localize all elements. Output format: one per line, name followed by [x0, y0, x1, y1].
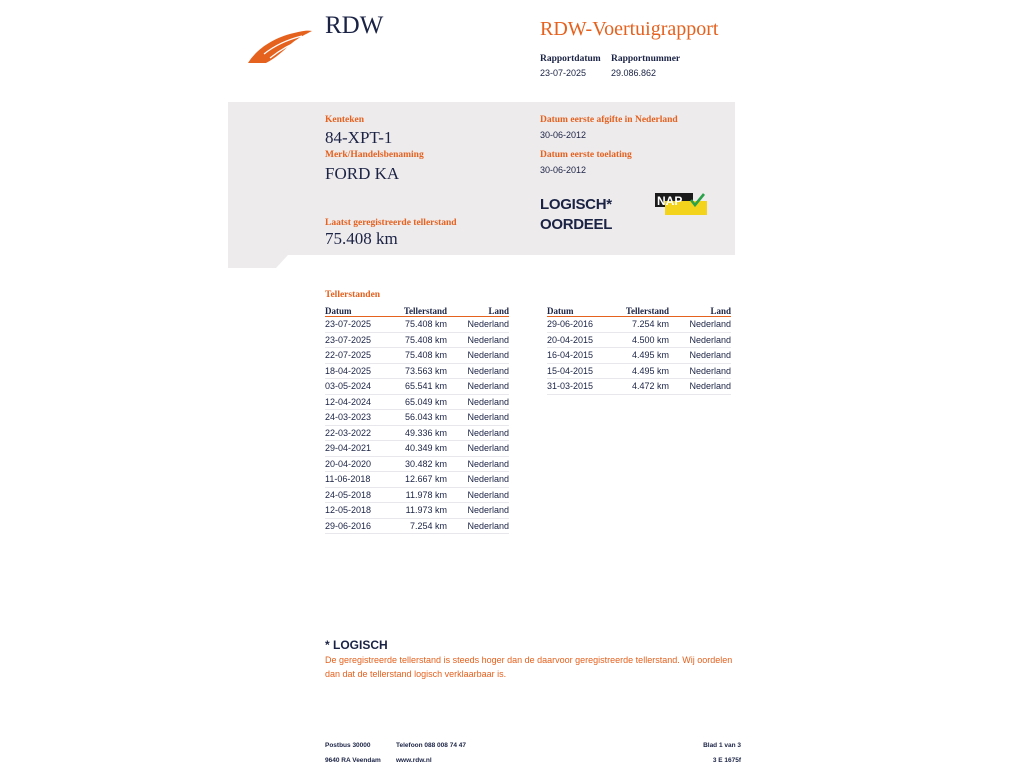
reading-date: 29-06-2016 [547, 317, 617, 333]
table-row [547, 317, 731, 333]
reading-country: Nederland [447, 518, 509, 534]
reading-odometer: 7.254 km [617, 317, 669, 333]
reading-date: 12-04-2024 [325, 394, 395, 410]
first-admission-date: 30-06-2012 [540, 165, 587, 175]
column-header-country: Land [447, 304, 509, 317]
brand-name: RDW [325, 12, 384, 39]
reading-country: Nederland [447, 487, 509, 503]
table-row [547, 363, 731, 379]
odometer-label: Laatst geregistreerde tellerstand [325, 218, 457, 228]
reading-country: Nederland [669, 379, 731, 395]
reading-date: 20-04-2015 [547, 332, 617, 348]
table-row [325, 425, 509, 441]
column-header-date: Datum [325, 304, 395, 317]
footnote-title: * LOGISCH [325, 638, 388, 652]
reading-date: 24-03-2023 [325, 410, 395, 426]
table-row [325, 379, 509, 395]
reading-country: Nederland [447, 379, 509, 395]
table-row [325, 394, 509, 410]
first-registration-nl-date: 30-06-2012 [540, 130, 587, 140]
report-date-label: Rapportdatum [540, 54, 601, 64]
rdw-logo-icon [246, 28, 314, 66]
reading-country: Nederland [447, 472, 509, 488]
table-row [325, 332, 509, 348]
column-header-date: Datum [547, 304, 617, 317]
report-date: 23-07-2025 [540, 68, 587, 78]
plate-label: Kenteken [325, 115, 365, 125]
reading-country: Nederland [447, 441, 509, 457]
reading-odometer: 4.500 km [617, 332, 669, 348]
reading-odometer: 4.472 km [617, 379, 669, 395]
table-row [325, 317, 509, 333]
footer-website: www.rdw.nl [396, 757, 432, 764]
reading-date: 31-03-2015 [547, 379, 617, 395]
reading-odometer: 75.408 km [395, 317, 447, 333]
reading-date: 24-05-2018 [325, 487, 395, 503]
table-header-row [547, 304, 731, 317]
reading-country: Nederland [447, 425, 509, 441]
reading-country: Nederland [447, 317, 509, 333]
reading-odometer: 65.541 km [395, 379, 447, 395]
plate-value: 84-XPT-1 [325, 128, 393, 147]
make-label: Merk/Handelsbenaming [325, 150, 424, 160]
reading-odometer: 49.336 km [395, 425, 447, 441]
reading-date: 11-06-2018 [325, 472, 395, 488]
reading-country: Nederland [447, 363, 509, 379]
reading-country: Nederland [447, 332, 509, 348]
column-header-country: Land [669, 304, 731, 317]
table-row [325, 472, 509, 488]
reading-date: 12-05-2018 [325, 503, 395, 519]
report-title: RDW-Voertuigrapport [540, 18, 719, 40]
reading-country: Nederland [447, 348, 509, 364]
table-row [325, 503, 509, 519]
make-value: FORD KA [325, 164, 400, 183]
footer-phone: Telefoon 088 008 74 47 [396, 742, 466, 749]
reading-country: Nederland [669, 317, 731, 333]
reading-date: 29-04-2021 [325, 441, 395, 457]
reading-date: 03-05-2024 [325, 379, 395, 395]
table-header-row [325, 304, 509, 317]
readings-table-right [547, 304, 731, 395]
reading-odometer: 4.495 km [617, 363, 669, 379]
reading-country: Nederland [447, 394, 509, 410]
table-row [325, 456, 509, 472]
footer-city: 9640 RA Veendam [325, 757, 381, 764]
readings-title: Tellerstanden [325, 290, 381, 300]
report-number: 29.086.862 [611, 68, 657, 78]
odometer-value: 75.408 km [325, 229, 398, 248]
reading-odometer: 75.408 km [395, 348, 447, 364]
reading-date: 23-07-2025 [325, 332, 395, 348]
reading-date: 16-04-2015 [547, 348, 617, 364]
table-row [547, 379, 731, 395]
reading-odometer: 11.978 km [395, 487, 447, 503]
reading-odometer: 56.043 km [395, 410, 447, 426]
reading-odometer: 11.973 km [395, 503, 447, 519]
reading-country: Nederland [447, 410, 509, 426]
column-header-odometer: Tellerstand [395, 304, 447, 317]
reading-odometer: 12.667 km [395, 472, 447, 488]
reading-odometer: 75.408 km [395, 332, 447, 348]
reading-date: 22-03-2022 [325, 425, 395, 441]
reading-country: Nederland [447, 456, 509, 472]
reading-country: Nederland [669, 332, 731, 348]
reading-date: 22-07-2025 [325, 348, 395, 364]
table-row [325, 441, 509, 457]
footer-postbus: Postbus 30000 [325, 742, 371, 749]
footnote-text: De geregistreerde tellerstand is steeds hoger dan de daarvoor geregistreerde tellerstand. Wij oordelen dan dat de tellerstand logisch verklaarbaar is. [325, 655, 733, 679]
reading-odometer: 73.563 km [395, 363, 447, 379]
table-row [325, 487, 509, 503]
first-admission-label: Datum eerste toelating [540, 150, 632, 160]
table-row [547, 332, 731, 348]
reading-odometer: 7.254 km [395, 518, 447, 534]
reading-odometer: 4.495 km [617, 348, 669, 364]
reading-date: 20-04-2020 [325, 456, 395, 472]
panel-background [228, 102, 735, 268]
table-row [547, 348, 731, 364]
table-row [325, 518, 509, 534]
report-number-label: Rapportnummer [611, 54, 681, 64]
reading-date: 18-04-2025 [325, 363, 395, 379]
column-header-odometer: Tellerstand [617, 304, 669, 317]
table-row [325, 410, 509, 426]
footer-page-number: Blad 1 van 3 [703, 742, 741, 749]
reading-odometer: 30.482 km [395, 456, 447, 472]
table-row [325, 363, 509, 379]
readings-table-left [325, 304, 509, 534]
reading-odometer: 40.349 km [395, 441, 447, 457]
verdict-text: LOGISCH* OORDEEL [540, 196, 613, 233]
reading-country: Nederland [447, 503, 509, 519]
reading-date: 15-04-2015 [547, 363, 617, 379]
reading-date: 29-06-2016 [325, 518, 395, 534]
table-row [325, 348, 509, 364]
first-registration-nl-label: Datum eerste afgifte in Nederland [540, 115, 678, 125]
reading-country: Nederland [669, 363, 731, 379]
nap-logo-text: NAP [657, 194, 683, 208]
nap-logo-icon [655, 193, 707, 215]
reading-date: 23-07-2025 [325, 317, 395, 333]
vehicle-summary-panel [228, 102, 735, 268]
reading-country: Nederland [669, 348, 731, 364]
reading-odometer: 65.049 km [395, 394, 447, 410]
footer-document-code: 3 E 1675f [712, 757, 741, 764]
